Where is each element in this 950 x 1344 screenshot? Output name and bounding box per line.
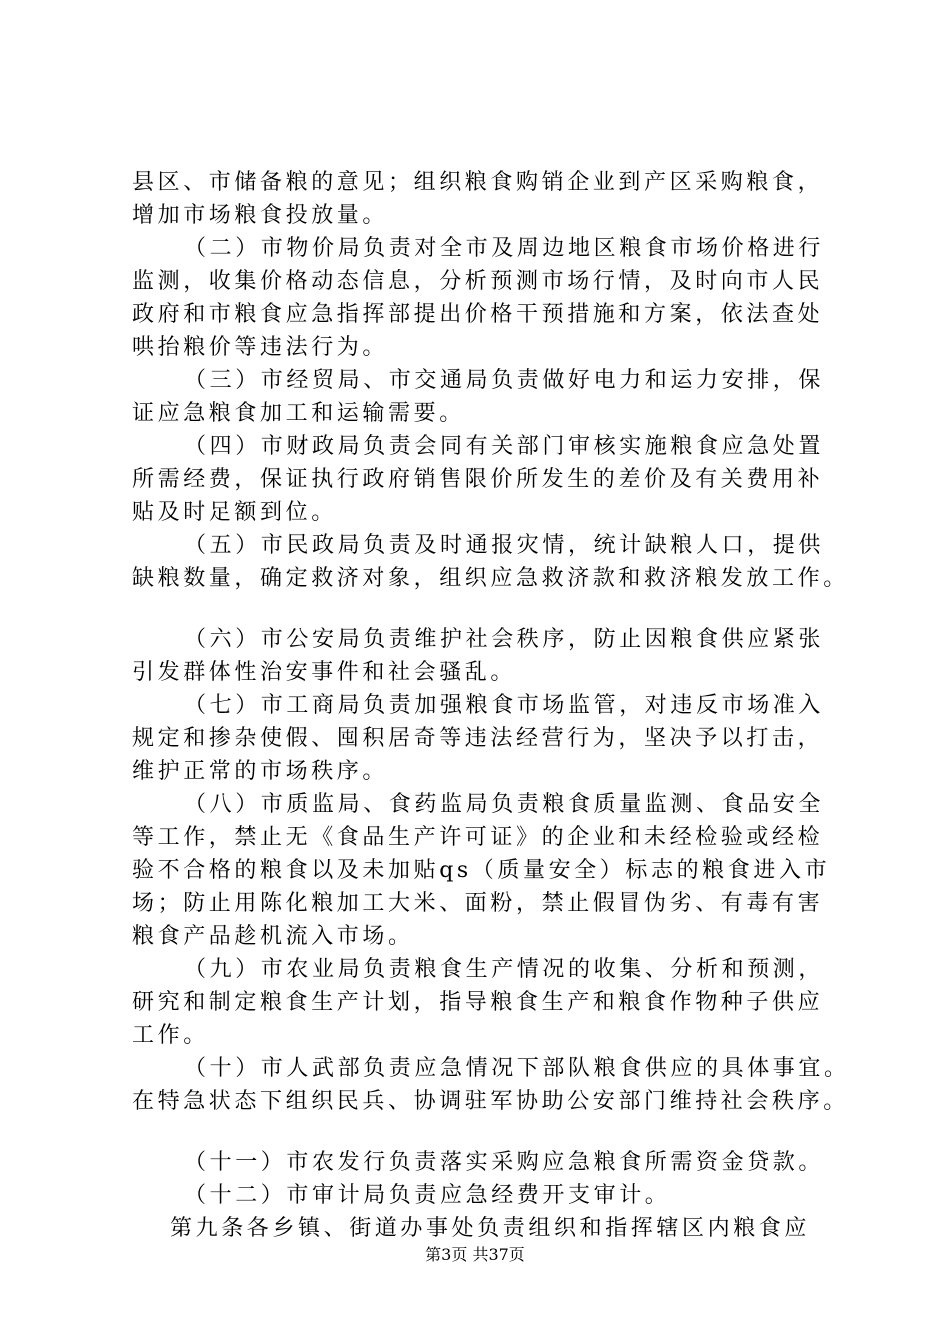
text-line: 研究和制定粮食生产计划，指导粮食生产和粮食作物种子供应 — [132, 990, 824, 1015]
paragraph-10: （十）市人武部负责应急情况下部队粮食供应的具体事宜。 — [184, 1056, 850, 1081]
text-line: 场；防止用陈化粮加工大米、面粉，禁止假冒伪劣、有毒有害 — [132, 891, 824, 916]
text-line: 缺粮数量，确定救济对象，组织应急救济款和救济粮发放工作。 — [132, 566, 849, 591]
text-line: 规定和掺杂使假、囤积居奇等违法经营行为，坚决予以打击， — [132, 726, 824, 751]
paragraph-6: （六）市公安局负责维护社会秩序，防止因粮食供应紧张 — [184, 627, 825, 652]
text-line: 验不合格的粮食以及未加贴qs（质量安全）标志的粮食进入市 — [132, 858, 831, 883]
text-line: 增加市场粮食投放量。 — [132, 203, 389, 228]
blank-line — [132, 1118, 852, 1146]
paragraph-8: （八）市质监局、食药监局负责粮食质量监测、食品安全 — [184, 792, 825, 817]
paragraph-3: （三）市经贸局、市交通局负责做好电力和运力安排，保 — [184, 368, 825, 393]
text-line: 等工作，禁止无《食品生产许可证》的企业和未经检验或经检 — [132, 825, 824, 850]
paragraph-9: （九）市农业局负责粮食生产情况的收集、分析和预测， — [184, 957, 825, 982]
text-line: 工作。 — [132, 1023, 209, 1048]
page-number-footer: 第3页 共37页 — [425, 1245, 525, 1264]
text-line: 引发群体性治安事件和社会骚乱。 — [132, 660, 517, 685]
text-line: 政府和市粮食应急指挥部提出价格干预措施和方案，依法查处 — [132, 302, 824, 327]
text-line: 贴及时足额到位。 — [132, 500, 337, 525]
paragraph-7: （七）市工商局负责加强粮食市场监管，对违反市场准入 — [184, 693, 825, 718]
text-line: 所需经费，保证执行政府销售限价所发生的差价及有关费用补 — [132, 467, 824, 492]
paragraph-4: （四）市财政局负责会同有关部门审核实施粮食应急处置 — [184, 434, 825, 459]
text-line: 哄抬粮价等违法行为。 — [132, 335, 389, 360]
text-line: 证应急粮食加工和运输需要。 — [132, 401, 465, 426]
paragraph-2: （二）市物价局负责对全市及周边地区粮食市场价格进行 — [184, 236, 825, 261]
paragraph-11: （十一）市农发行负责落实采购应急粮食所需资金贷款。 — [184, 1150, 825, 1175]
blank-line — [132, 595, 852, 623]
paragraph-5: （五）市民政局负责及时通报灾情，统计缺粮人口，提供 — [184, 533, 825, 558]
document-body — [132, 166, 852, 1245]
text-line: 在特急状态下组织民兵、协调驻军协助公安部门维持社会秩序。 — [132, 1089, 849, 1114]
text-line: 粮食产品趁机流入市场。 — [132, 924, 414, 949]
text-line: 维护正常的市场秩序。 — [132, 759, 389, 784]
text-line: 县区、市储备粮的意见；组织粮食购销企业到产区采购粮食， — [132, 170, 824, 195]
text-line: 监测，收集价格动态信息，分析预测市场行情，及时向市人民 — [132, 269, 824, 294]
paragraph-12: （十二）市审计局负责应急经费开支审计。 — [184, 1183, 671, 1208]
paragraph-article-9: 第九条各乡镇、街道办事处负责组织和指挥辖区内粮食应 — [170, 1216, 811, 1241]
